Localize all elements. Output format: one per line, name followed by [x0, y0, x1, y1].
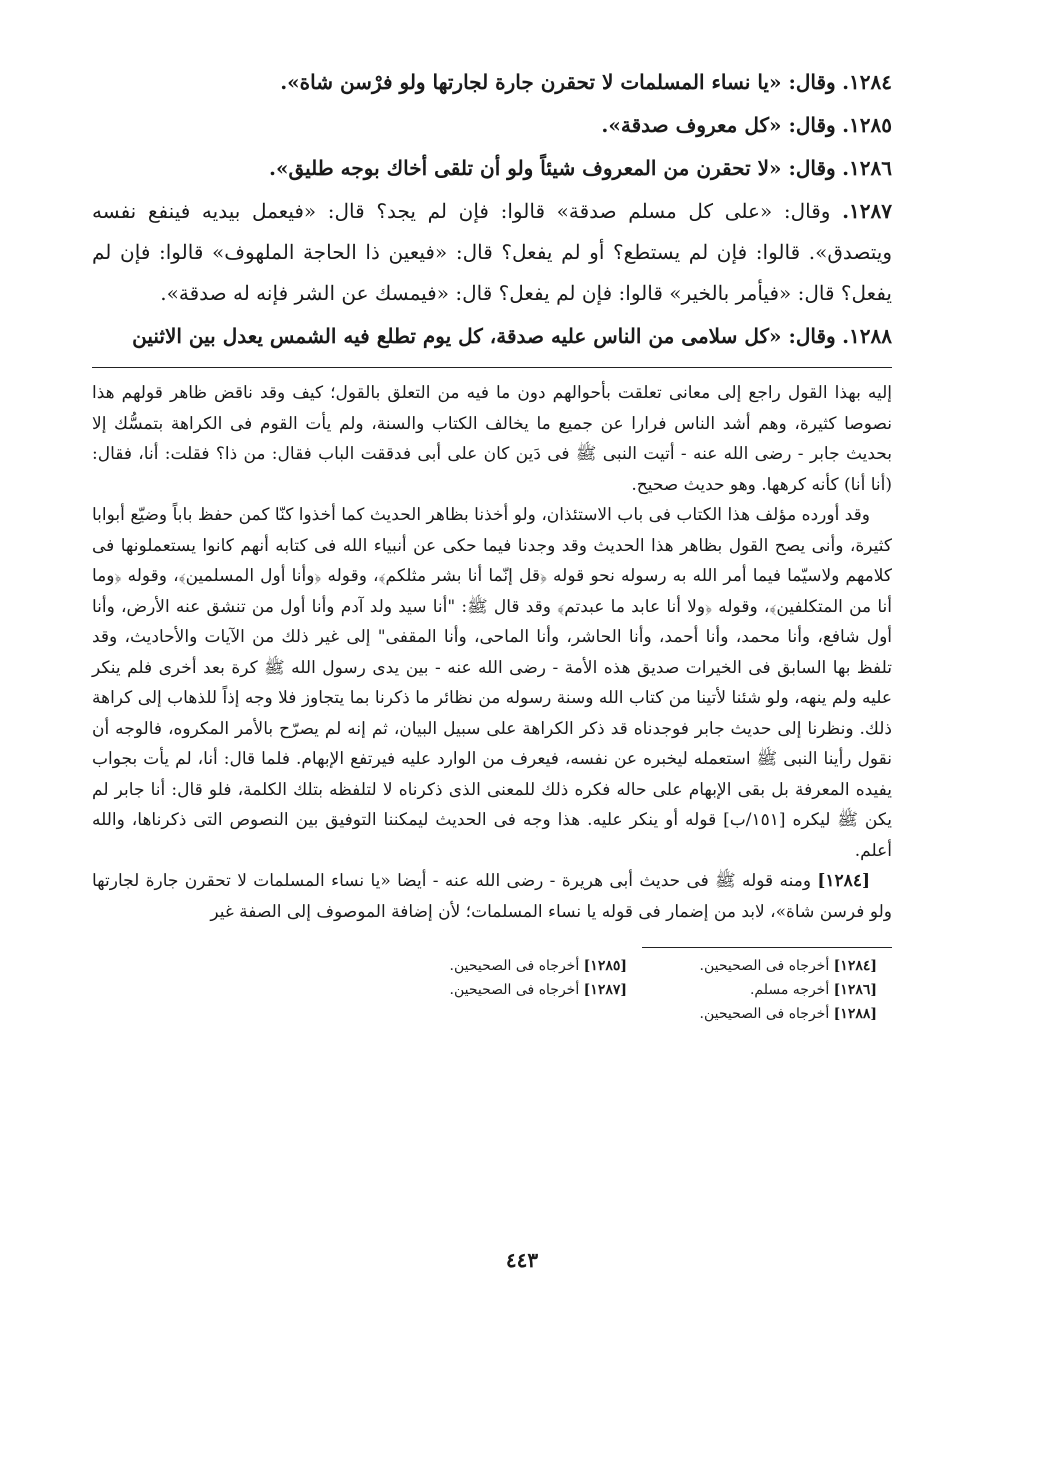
footnote-1287 [397, 980, 627, 1000]
footnote-1286 [647, 980, 877, 1000]
commentary-text: ومنه قوله ﷺ فى حديث أبى هريرة - رضى الله عنه - أيضا «يا نساء المسلمات لا تحقرن جارة لجارتها ولو فرسن شاة»، لابد من إضمار فى قوله يا نساء المسلمات؛ لأن إضافة الموصوف إلى الصفة غير [92, 871, 892, 922]
hadith-number: ١٢٨٨. [842, 324, 892, 348]
hadith-1286 [92, 148, 892, 189]
footnote-ref: [١٢٨٧] [583, 982, 627, 998]
commentary-paragraph [92, 866, 892, 927]
footnote-text: أخرجاه فى الصحيحين. [449, 982, 580, 998]
footnote-text: أخرجه مسلم. [749, 982, 830, 998]
footnote-divider [642, 947, 892, 948]
hadith-1284 [92, 62, 892, 103]
footnote-ref: [١٢٨٦] [833, 982, 877, 998]
hadith-text: وقال: «كل سلامى من الناس عليه صدقة، كل يوم تطلع فيه الشمس يعدل بين الاثنين [132, 324, 836, 348]
hadith-number: ١٢٨٥. [842, 113, 892, 137]
text-divider [92, 367, 892, 368]
footnote-1285 [397, 956, 627, 976]
hadith-1288 [92, 316, 892, 357]
footnotes [397, 956, 877, 1024]
hadith-text: وقال: «لا تحقرن من المعروف شيئاً ولو أن تلقى أخاك بوجه طليق». [269, 156, 836, 180]
hadith-1287 [92, 191, 892, 314]
hadith-number: ١٢٨٤. [842, 70, 892, 94]
page-body [92, 62, 892, 1024]
commentary-ref: [١٢٨٤] [817, 871, 870, 891]
hadith-text: وقال: «كل معروف صدقة». [601, 113, 836, 137]
footnote-ref: [١٢٨٥] [583, 958, 627, 974]
footnote-text: أخرجاه فى الصحيحين. [699, 958, 830, 974]
footnote-1284 [647, 956, 877, 976]
hadith-number: ١٢٨٦. [842, 156, 892, 180]
footnote-1288 [647, 1004, 877, 1024]
commentary-paragraph: وقد أورده مؤلف هذا الكتاب فى باب الاستئذان، ولو أخذنا بظاهر الحديث كما أخذوا كنّا كمن حفظ باباً وضيّع أبوابا كثيرة، وأنى يصح القول بظاهر هذا الحديث وقد وجدنا فيما حكى عن أنبياء الله فى كتابه أنهم كانوا يستعملونها فى كلامهم ولاسيّما فيما أمر الله به رسوله نحو قوله ﴿قل إنّما أنا بشر مثلكم﴾، وقوله ﴿وأنا أول المسلمين﴾، وقوله ﴿وما أنا من المتكلفين﴾، وقوله ﴿ولا أنا عابد ما عبدتم﴾ وقد قال ﷺ: "أنا سيد ولد آدم وأنا أول من تنشق عنه الأرض، وأنا أول شافع، وأنا محمد، وأنا أحمد، وأنا الحاشر، وأنا الماحى، وأنا المقفى" إلى غير ذلك من الآيات والأحاديث، وقد تلفظ بها السابق فى الخيرات صديق هذه الأمة - رضى الله عنه - بين يدى رسول الله ﷺ كرة بعد أخرى فلم ينكر عليه ولم ينهه، ولو شئنا لأتينا من كتاب الله وسنة رسوله من نظائر ما ذكرنا بما يتجاوز فلا وجه إذاً للذهاب إلى كراهة ذلك. ونظرنا إلى حديث جابر فوجدناه قد ذكر الكراهة على سبيل البيان، ثم إنه لم يصرّح بالأمر المكروه، فالوجه أن نقول رأينا النبى ﷺ استعمله ليخبره عن نفسه، فيعرف من الوارد عليه فيرتفع الإبهام. فلما قال: أنا، لم يأت بجواب يفيده المعرفة بل بقى الإبهام على حاله فكره ذلك للمعنى الذى ذكرناه لا لتلفظه بتلك الكلمة، فلو قال: أنا جابر لم يكن ﷺ ليكره [١٥١/ب] قوله أو ينكر عليه. هذا وجه فى الحديث ليمكننا التوفيق بين النصوص التى ذكرناها، والله أعلم. [92, 505, 892, 861]
page-number: ٤٤٣ [505, 1248, 539, 1272]
hadith-text: وقال: «يا نساء المسلمات لا تحقرن جارة لجارتها ولو فرْسن شاة». [280, 70, 836, 94]
footnote-ref: [١٢٨٤] [833, 958, 877, 974]
hadith-number: ١٢٨٧. [842, 199, 893, 223]
commentary-paragraph: إليه بهذا القول راجع إلى معانى تعلقت بأحوالهم دون ما فيه من التعلق بالقول؛ كيف وقد ناقض ظاهر قولهم هذا نصوصا كثيرة، وهم أشد الناس فرارا عن جميع ما يخالف الكتاب والسنة، ولم يأت القوم فى الكراهة بتمسُّك إلا بحديث جابر - رضى الله عنه - أتيت النبى ﷺ فى دَين كان على أبى فدققت الباب فقال: من ذا؟ فقلت: أنا، فقال: (أنا أنا) كأنه كرهها. وهو حديث صحيح. [92, 383, 892, 495]
footnote-text: أخرجاه فى الصحيحين. [449, 958, 580, 974]
hadith-text: وقال: «على كل مسلم صدقة» قالوا: فإن لم يجد؟ قال: «فيعمل بيديه فينفع نفسه ويتصدق». قالوا: فإن لم يستطع؟ أو لم يفعل؟ قال: «فيعين ذا الحاجة الملهوف» قالوا: فإن لم يفعل؟ قال: «فيأمر بالخير» قالوا: فإن لم يفعل؟ قال: «فيمسك عن الشر فإنه له صدقة». [92, 199, 892, 305]
footnote-ref: [١٢٨٨] [833, 1006, 877, 1022]
hadith-1285 [92, 105, 892, 146]
footnote-text: أخرجاه فى الصحيحين. [699, 1006, 830, 1022]
